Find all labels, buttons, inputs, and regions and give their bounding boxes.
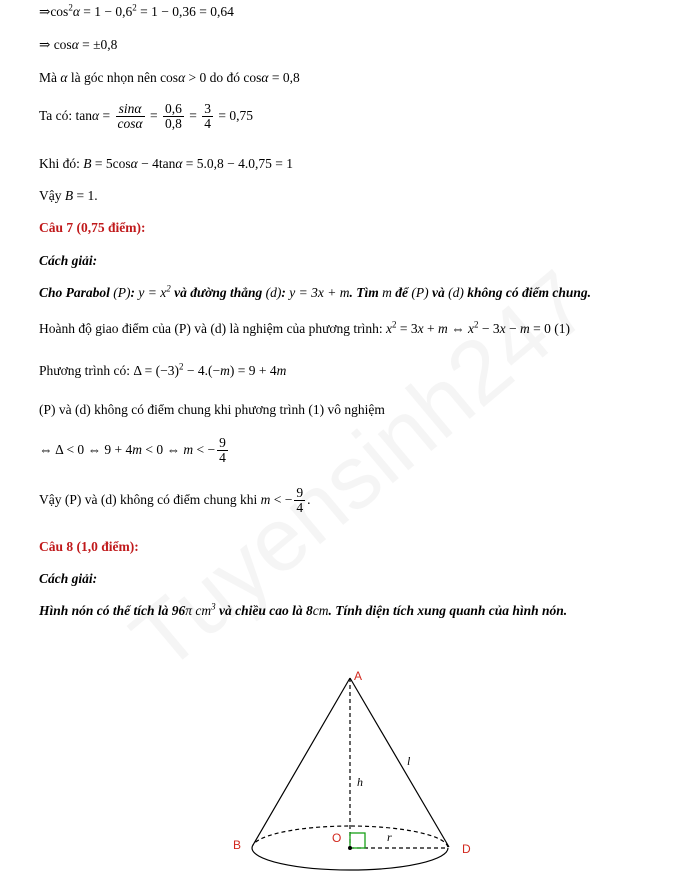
text: > 0 do đó cos xyxy=(185,70,262,85)
var-m: m xyxy=(183,441,194,457)
var-d: (d) xyxy=(448,285,464,300)
numerator: 3 xyxy=(204,101,211,116)
text: = 0 (1) xyxy=(529,321,571,336)
var-d: (d) xyxy=(265,285,282,300)
watermark xyxy=(113,251,610,691)
eq-b-value xyxy=(39,156,293,172)
text: < − xyxy=(193,441,216,457)
numerator: 9 xyxy=(219,435,226,450)
label-h: h xyxy=(357,775,363,789)
var-x: x xyxy=(386,321,393,336)
text: − 4.(− xyxy=(183,363,221,378)
eq-rest: = 0,75 xyxy=(214,107,253,123)
text: : xyxy=(130,285,139,300)
var-m: m xyxy=(382,285,392,300)
text: không có điểm chung khi xyxy=(116,491,261,507)
problem-7-statement xyxy=(39,285,591,301)
question-7-heading: Câu 7 (0,75 điểm): xyxy=(39,220,146,235)
var-d: (d) xyxy=(210,321,227,336)
alpha: α xyxy=(92,107,100,123)
fraction-nine-fourths xyxy=(294,486,305,515)
var-d: (d) xyxy=(100,491,117,507)
text: + xyxy=(323,285,340,300)
denominator: cosα xyxy=(117,116,143,132)
var-p: (P) xyxy=(113,285,131,300)
exponent: 2 xyxy=(166,283,171,294)
eq-cos-squared xyxy=(39,4,234,20)
var-m: m xyxy=(520,321,530,336)
equals: = xyxy=(99,107,114,123)
denominator: 4 xyxy=(204,116,211,132)
text: không có điểm chung khi phương trình (1) vô nghiệm xyxy=(90,402,385,417)
label-a: A xyxy=(354,669,363,683)
alpha: α xyxy=(72,4,80,19)
label-d: D xyxy=(462,842,471,856)
var-m: m xyxy=(132,441,143,457)
pi: π xyxy=(185,603,193,618)
implies-symbol: ⇒ xyxy=(39,37,51,52)
eq-tan xyxy=(39,102,253,131)
text: Mà xyxy=(39,70,61,85)
label-l: l xyxy=(407,754,411,768)
var-x: x xyxy=(468,321,475,336)
implies-symbol: ⇒ xyxy=(39,4,51,19)
cos-text: cos xyxy=(50,37,72,52)
alpha: α xyxy=(175,156,183,171)
text: Hoành độ giao điểm của xyxy=(39,321,175,336)
text: và đường thẳng xyxy=(170,285,266,300)
discriminant xyxy=(39,363,286,379)
text: − 4tan xyxy=(137,156,176,171)
label-o: O xyxy=(332,831,342,845)
alpha: α xyxy=(71,37,79,52)
var-m: m xyxy=(260,491,271,507)
var-m: m xyxy=(339,285,350,300)
alpha: α xyxy=(178,70,186,85)
text: và chiều cao là 8 xyxy=(215,603,313,618)
text: Vậy xyxy=(39,188,65,203)
text: Cho Parabol xyxy=(39,285,114,300)
var-x: x xyxy=(417,321,424,336)
text: để xyxy=(391,285,412,300)
numerator: 0,6 xyxy=(164,101,182,116)
unit-cm: cm xyxy=(192,603,212,618)
text: = 0,8 xyxy=(268,70,300,85)
var-m: m xyxy=(276,363,287,378)
center-point xyxy=(348,846,352,850)
var-p: (P) xyxy=(411,285,429,300)
text: và xyxy=(55,402,75,417)
exponent: 2 xyxy=(392,319,397,330)
equals: = xyxy=(146,107,161,123)
exponent: 2 xyxy=(132,2,137,13)
text: − xyxy=(505,321,521,336)
eq-rest: = ±0,8 xyxy=(78,37,118,52)
var-x: x xyxy=(317,285,324,300)
text: < 0 ⇔ xyxy=(142,441,184,457)
text: và xyxy=(428,285,449,300)
eq-cos-value xyxy=(39,37,117,53)
unit-cm: cm xyxy=(312,603,329,618)
text: là góc nhọn nên cos xyxy=(67,70,179,85)
text: = xyxy=(144,285,161,300)
base-front-arc xyxy=(252,848,448,870)
text: = 1. xyxy=(73,188,98,203)
text: . xyxy=(307,491,311,507)
fraction-sin-cos xyxy=(116,102,145,131)
eq-rest: = 1 − 0,36 = 0,64 xyxy=(136,4,234,19)
text: không có điểm chung. xyxy=(463,285,592,300)
text: = 3 xyxy=(396,321,418,336)
fraction-nine-fourths xyxy=(217,436,228,465)
text: = 5cos xyxy=(91,156,131,171)
var-m: m xyxy=(220,363,230,378)
cone-edge-ab xyxy=(253,678,350,845)
text: Vậy xyxy=(39,491,65,507)
label-b: B xyxy=(233,838,242,852)
numerator: sinα xyxy=(116,102,145,117)
label-r: r xyxy=(387,830,392,844)
text: : xyxy=(281,285,290,300)
text: ) = 9 + 4 xyxy=(229,363,277,378)
no-intersection-condition xyxy=(39,402,385,418)
acute-angle-statement xyxy=(39,70,300,86)
var-x: x xyxy=(160,285,167,300)
var-y: y xyxy=(138,285,145,300)
text: Ta có: tan xyxy=(39,107,93,123)
exponent: 3 xyxy=(211,601,216,612)
var-b: B xyxy=(83,156,92,171)
alpha: α xyxy=(130,156,138,171)
text: Khi đó: xyxy=(39,156,84,171)
text: − 3 xyxy=(478,321,500,336)
equals: = xyxy=(185,107,201,123)
eq-rest: = 1 − 0,6 xyxy=(79,4,133,19)
problem-8-statement xyxy=(39,603,567,619)
text: là nghiệm của phương trình: xyxy=(226,321,387,336)
text: và xyxy=(190,321,211,336)
right-angle-mark xyxy=(350,833,365,848)
cos-text: cos xyxy=(50,4,69,19)
text: = 3 xyxy=(295,285,318,300)
text: Phương trình có: Δ = (−3) xyxy=(39,363,179,378)
text: < − xyxy=(270,491,293,507)
numerator: 9 xyxy=(296,485,304,500)
solution-label-7: Cách giải: xyxy=(39,253,98,268)
text: và xyxy=(81,491,101,507)
denominator: 4 xyxy=(296,500,304,516)
cone-edge-ad xyxy=(350,678,449,847)
var-b: B xyxy=(64,188,74,203)
exponent: 2 xyxy=(474,319,479,330)
text: ⇔ xyxy=(447,321,469,336)
fraction-values xyxy=(163,102,184,131)
var-p: (P) xyxy=(39,402,56,417)
conclusion-7 xyxy=(39,486,310,515)
denominator: 0,8 xyxy=(164,116,182,132)
solution-label-8: Cách giải: xyxy=(39,571,98,586)
var-p: (P) xyxy=(64,491,82,507)
text: + xyxy=(423,321,439,336)
var-p: (P) xyxy=(174,321,191,336)
text: Hình nón có thể tích là 96 xyxy=(39,603,186,618)
cone-figure xyxy=(0,640,700,889)
text: ⇔ Δ < 0 ⇔ 9 + 4 xyxy=(39,441,133,457)
exponent: 2 xyxy=(178,361,184,372)
conclusion-b xyxy=(39,188,98,204)
denominator: 4 xyxy=(219,450,226,466)
intersection-equation xyxy=(39,321,570,337)
question-8-heading: Câu 8 (1,0 điểm): xyxy=(39,539,139,554)
var-y: y xyxy=(289,285,296,300)
fraction-three-fourths xyxy=(202,102,213,131)
var-m: m xyxy=(438,321,448,336)
var-x: x xyxy=(499,321,506,336)
inequality-chain xyxy=(39,436,230,465)
text: = 5.0,8 − 4.0,75 = 1 xyxy=(182,156,294,171)
text: . Tính diện tích xung quanh của hình nón. xyxy=(328,603,568,618)
text: . Tìm xyxy=(349,285,383,300)
var-d: (d) xyxy=(75,402,91,417)
alpha: α xyxy=(261,70,269,85)
exponent: 2 xyxy=(68,2,73,13)
alpha: α xyxy=(60,70,68,85)
